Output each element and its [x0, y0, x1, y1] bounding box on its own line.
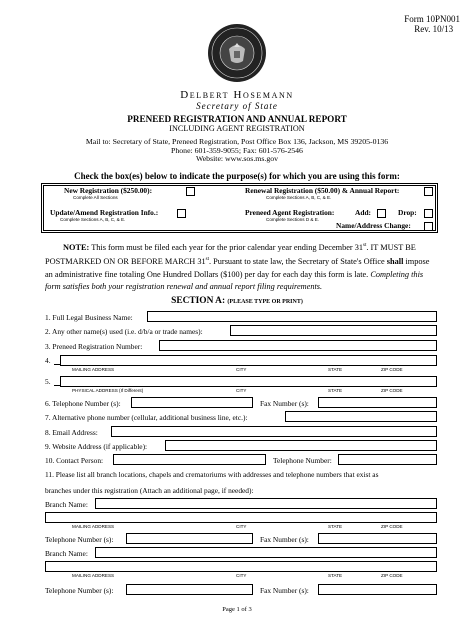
note-line1b: . IT MUST BE [366, 242, 416, 252]
page-number: Page 1 of 3 [222, 606, 252, 613]
name-change-checkbox[interactable] [424, 222, 433, 231]
zip-caption: ZIP CODE [381, 367, 403, 372]
registration-number-input[interactable] [159, 340, 437, 351]
renewal-label: Renewal Registration ($50.00) & Annual Report: [245, 186, 400, 195]
branch2-name-input[interactable] [95, 547, 437, 558]
official-name: Delbert Hosemann [180, 89, 294, 101]
purpose-heading: Check the box(es) below to indicate the purpose(s) for which you are using this form: [74, 171, 400, 181]
form-id-block [404, 14, 460, 34]
branch2-state-caption: STATE [328, 573, 343, 578]
note-line3b: Completing this [370, 269, 424, 279]
note-sup1: st [363, 243, 367, 248]
new-registration-label: New Registration ($250.00): [64, 186, 153, 195]
fax-label: Fax Number (s): [260, 399, 309, 408]
field11-label-line2: branches under this registration (Attach an additional page, if needed): [45, 486, 254, 495]
note-label: NOTE: [63, 242, 90, 252]
section-a-heading [0, 296, 474, 306]
field7-label: 7. Alternative phone number (cellular, additional business line, etc.): [45, 413, 248, 422]
website-input[interactable] [165, 440, 437, 451]
seal-graphic [207, 23, 267, 83]
state-caption-2: STATE [328, 388, 343, 393]
note-paragraph [45, 240, 445, 294]
website-line: Website: www.sos.ms.gov [195, 154, 279, 163]
form-revision: Rev. 10/13 [414, 24, 454, 34]
note-shall: shall [386, 257, 404, 267]
agent-note: Complete Sections D & E. [266, 217, 320, 222]
update-label: Update/Amend Registration Info.: [50, 208, 159, 217]
name-change-label: Name/Address Change: [336, 221, 411, 230]
note-line2b: . Pursuant to state law, the Secretary of State's Office [209, 257, 387, 267]
branch1-fax-label: Fax Number (s): [260, 535, 309, 544]
field5-label: 5. [45, 377, 51, 386]
field11-label-line1: 11. Please list all branch locations, chapels and crematoriums with addresses and telephone numbers that exist as [45, 470, 379, 479]
branch1-zip-caption: ZIP CODE [381, 524, 403, 529]
note-line3a: an administrative fine totaling One Hundred Dollars ($100) per day for each day this form is late. [45, 269, 371, 279]
branch2-address-input[interactable] [45, 561, 437, 572]
note-line4: form satisfies both your registration renewal and annual report filing requirements. [45, 282, 323, 292]
state-caption: STATE [328, 367, 343, 372]
field4-label: 4. [45, 356, 51, 365]
agent-label: Preneed Agent Registration: [245, 208, 335, 217]
branch2-zip-caption: ZIP CODE [381, 573, 403, 578]
field8-label: 8. Email Address: [45, 428, 98, 437]
new-registration-note: Complete All Sections [73, 195, 118, 200]
field9-label: 9. Website Address (if applicable): [45, 442, 148, 451]
renewal-checkbox[interactable] [424, 187, 433, 196]
branch2-telephone-label: Telephone Number (s): [45, 586, 114, 595]
branch2-name-label: Branch Name: [45, 549, 88, 558]
drop-checkbox[interactable] [424, 209, 433, 218]
branch2-city-caption: CITY [236, 573, 247, 578]
field3-label: 3. Preneed Registration Number: [45, 342, 143, 351]
contact-telephone-input[interactable] [338, 454, 437, 465]
form-subtitle: INCLUDING AGENT REGISTRATION [169, 124, 305, 133]
physical-address-caption: PHYSICAL ADDRESS (If Different) [72, 388, 144, 393]
drop-label: Drop: [398, 208, 417, 217]
field10-label: 10. Contact Person: [45, 456, 104, 465]
contact-telephone-label: Telephone Number: [273, 456, 332, 465]
field6-label: 6. Telephone Number (s): [45, 399, 121, 408]
form-title: PRENEED REGISTRATION AND ANNUAL REPORT [127, 114, 347, 124]
note-line2a: POSTMARKED ON OR BEFORE MARCH 31 [45, 257, 206, 267]
section-a-title: SECTION A: [171, 296, 226, 306]
branch1-name-label: Branch Name: [45, 500, 88, 509]
branch1-fax-input[interactable] [318, 533, 437, 544]
branch1-telephone-input[interactable] [126, 533, 253, 544]
branch1-address-input[interactable] [45, 512, 437, 523]
branch1-name-input[interactable] [95, 498, 437, 509]
mailing-address-input[interactable] [60, 355, 437, 366]
mail-to-line: Mail to: Secretary of State, Preneed Registration, Post Office Box 136, Jackson, MS 39205-0136 [85, 137, 389, 146]
official-title: Secretary of State [196, 101, 278, 111]
note-line1: This form must be filed each year for the prior calendar year ending December 31 [89, 242, 364, 252]
note-line2c: impose [403, 257, 430, 267]
section-a-instruction: (PLEASE TYPE OR PRINT) [227, 299, 303, 305]
branch2-fax-label: Fax Number (s): [260, 586, 309, 595]
telephone-input[interactable] [131, 397, 253, 408]
branch2-fax-input[interactable] [318, 584, 437, 595]
renewal-note: Complete Sections A, B, C, & E. [266, 195, 332, 200]
zip-caption-2: ZIP CODE [381, 388, 403, 393]
email-input[interactable] [111, 426, 437, 437]
add-checkbox[interactable] [377, 209, 386, 218]
city-caption: CITY [236, 367, 247, 372]
add-label: Add: [355, 208, 372, 217]
branch2-mailing-caption: MAILING ADDRESS [72, 573, 115, 578]
update-note: Complete Sections A, B, C, & E. [60, 217, 126, 222]
field1-label: 1. Full Legal Business Name: [45, 313, 133, 322]
form-number: Form 10PN001 [404, 14, 460, 24]
other-names-input[interactable] [230, 325, 437, 336]
city-caption-2: CITY [236, 388, 247, 393]
contact-person-input[interactable] [113, 454, 266, 465]
branch1-telephone-label: Telephone Number (s): [45, 535, 114, 544]
branch2-telephone-input[interactable] [126, 584, 253, 595]
note-sup2: st [205, 257, 210, 263]
state-seal [207, 23, 267, 83]
update-checkbox[interactable] [177, 209, 186, 218]
legal-name-input[interactable] [147, 311, 437, 322]
phone-fax-line: Phone: 601-359-9055; Fax: 601-576-2546 [171, 146, 303, 155]
fax-input[interactable] [318, 397, 437, 408]
new-registration-checkbox[interactable] [186, 187, 195, 196]
physical-address-input[interactable] [60, 376, 437, 387]
branch1-state-caption: STATE [328, 524, 343, 529]
branch1-city-caption: CITY [236, 524, 247, 529]
mailing-address-caption: MAILING ADDRESS [72, 367, 115, 372]
field2-label: 2. Any other name(s) used (i.e. d/b/a or trade names): [45, 327, 203, 336]
alternative-phone-input[interactable] [285, 411, 437, 422]
branch1-mailing-caption: MAILING ADDRESS [72, 524, 115, 529]
